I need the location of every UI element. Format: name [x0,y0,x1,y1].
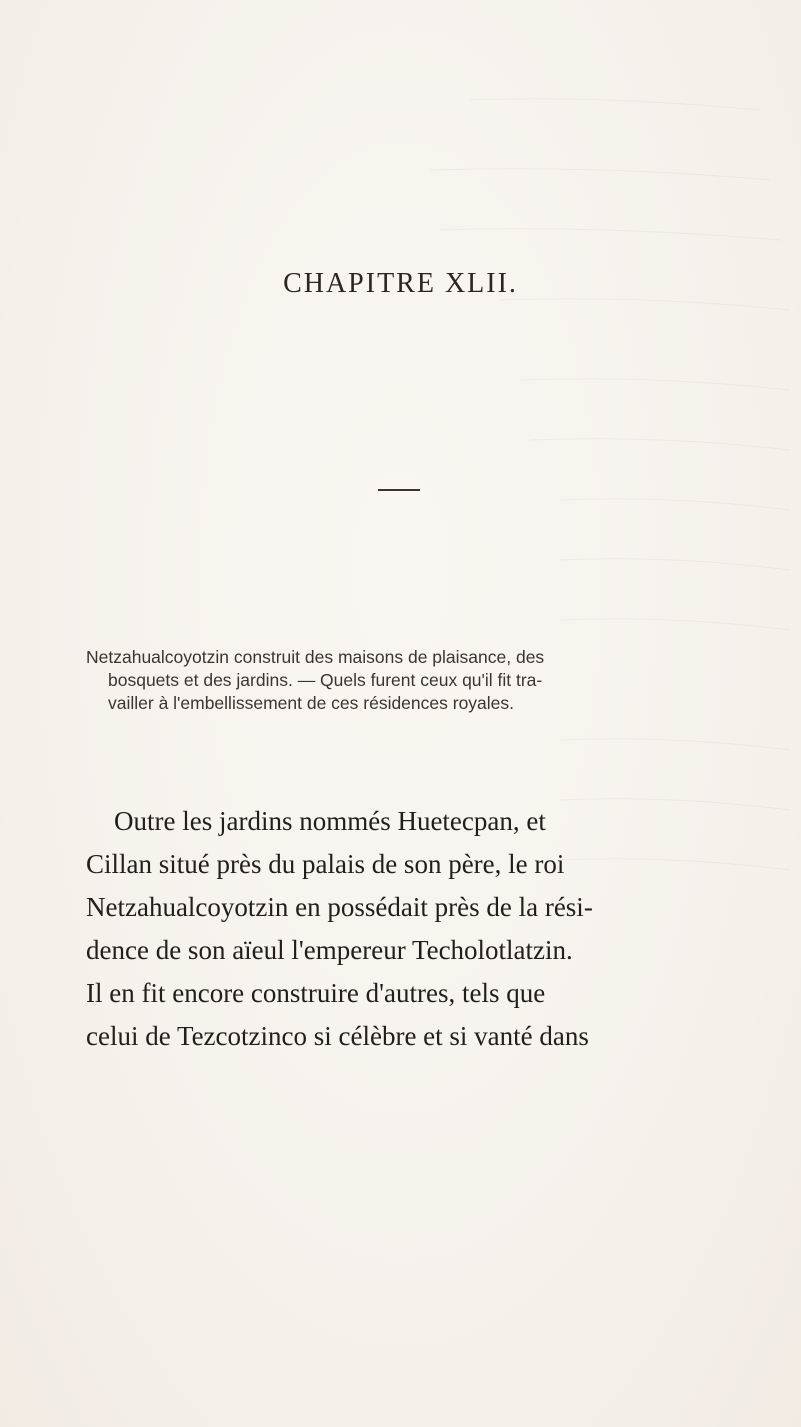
chapter-summary [86,646,726,715]
summary-line: vailler à l'embellissement de ces résidences royales. [108,693,515,713]
body-paragraph [86,800,736,1058]
section-divider [378,489,420,491]
body-line: celui de Tezcotzinco si célèbre et si vanté dans [86,1021,589,1051]
body-line: dence de son aïeul l'empereur Techolotlatzin. [86,935,573,965]
body-line: Netzahualcoyotzin en possédait près de la rési- [86,892,593,922]
summary-line: bosquets et des jardins. — Quels furent ceux qu'il fit tra- [108,670,543,690]
chapter-title: CHAPITRE XLII. [283,268,518,299]
body-line: Cillan situé près du palais de son père, le roi [86,849,565,879]
body-line: Il en fit encore construire d'autres, tels que [86,978,546,1008]
summary-line: Netzahualcoyotzin construit des maisons de plaisance, des [86,647,545,667]
body-line: Outre les jardins nommés Huetecpan, et [114,806,546,836]
